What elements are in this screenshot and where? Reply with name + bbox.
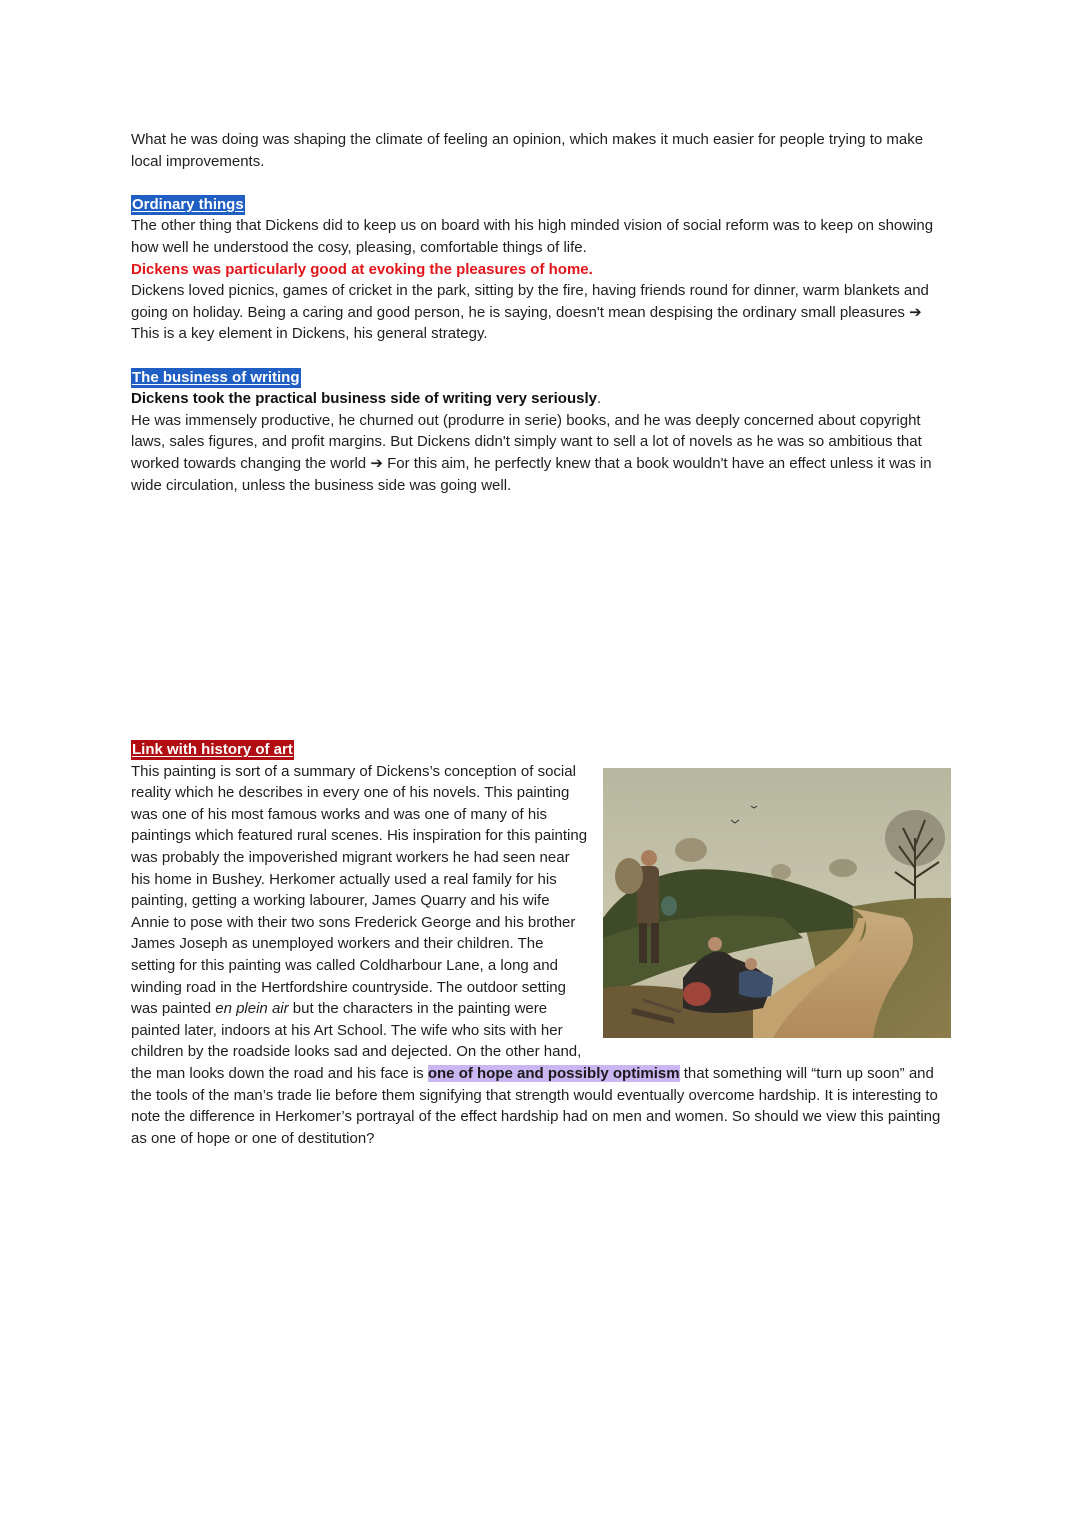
ordinary-things-paragraph-1: The other thing that Dickens did to keep us on board with his high minded vision of social reform was to keep on showing how well he understood the cosy, pleasing, comfortable things of life. xyxy=(131,217,934,256)
ordinary-things-paragraph-2 xyxy=(131,280,951,345)
business-paragraph-end: For this aim, he perfectly knew that a book wouldn't have an effect unless it was in wide circulation, unless the business side was going well. xyxy=(131,454,932,494)
section-business-of-writing xyxy=(131,367,951,497)
ordinary-things-paragraph-2-end: This is a key element in Dickens, his general strategy. xyxy=(131,325,488,343)
business-paragraph-start: He was immensely productive, he churned out (produrre in serie) books, and he was deeply concerned about copyright laws, sales figures, and profit margins. But Dickens didn't simply want to sell a lot of novels as he was so ambitious that worked towards changing the world xyxy=(131,411,922,472)
section-link-with-history-of-art xyxy=(131,739,951,1149)
arrow-icon: ➔ xyxy=(909,303,922,321)
art-text-end: that something will “turn up soon” and the tools of the man’s trade lie before them signifying that strength would eventually overcome hardship. It is interesting to note the difference in Herkomer’s portrayal of the effect hardship had on men and women. So should we view this painting as one of hope or one of destitution? xyxy=(131,1065,941,1147)
heading-ordinary-things: Ordinary things xyxy=(132,195,244,213)
painting-image xyxy=(603,768,951,1038)
intro-paragraph: What he was doing was shaping the climate of feeling an opinion, which makes it much easier for people trying to make local improvements. xyxy=(131,131,924,170)
business-bold-period: . xyxy=(597,390,602,408)
section-ordinary-things xyxy=(131,194,951,345)
business-paragraph xyxy=(131,410,951,496)
business-bold-text: Dickens took the practical business side of writing very seriously xyxy=(131,390,597,408)
document-page xyxy=(131,129,951,1149)
arrow-icon: ➔ xyxy=(370,454,383,472)
ordinary-things-highlight: Dickens was particularly good at evoking the pleasures of home. xyxy=(131,260,593,278)
art-text-start: This painting is sort of a summary of Dickens’s conception of social reality which he describes in every one of his novels. This painting was one of his most famous works and was one of many of his paintings which featured rural scenes. His inspiration for this painting was probably the impoverished migrant workers he had seen near his home in Bushey. Herkomer actually used a real family for his painting, getting a working labourer, James Quarry and his wife Annie to pose with their two sons Frederick George and his brother James Joseph as unemployed workers and their children. The setting for this painting was called Coldharbour Lane, a long and winding road in the Hertfordshire countryside. The outdoor setting was painted xyxy=(131,762,588,1018)
business-bold-line xyxy=(131,388,951,410)
heading-link-with-history-of-art: Link with history of art xyxy=(132,741,293,759)
heading-business-of-writing: The business of writing xyxy=(132,368,300,386)
art-highlight: one of hope and possibly optimism xyxy=(427,1065,680,1082)
ordinary-things-paragraph-2-start: Dickens loved picnics, games of cricket in the park, sitting by the fire, having friends round for dinner, warm blankets and going on holiday. Being a caring and good person, he is saying, doesn't mean despising the ordinary small pleasures xyxy=(131,282,929,321)
art-text-mid: but the characters in the painting were painted later, indoors at his Art School. The wife who sits with her children by the roadside looks sad and dejected. On the other hand, the man looks down the road and his face is xyxy=(131,1000,582,1082)
art-text-italic: en plein air xyxy=(215,1000,289,1018)
